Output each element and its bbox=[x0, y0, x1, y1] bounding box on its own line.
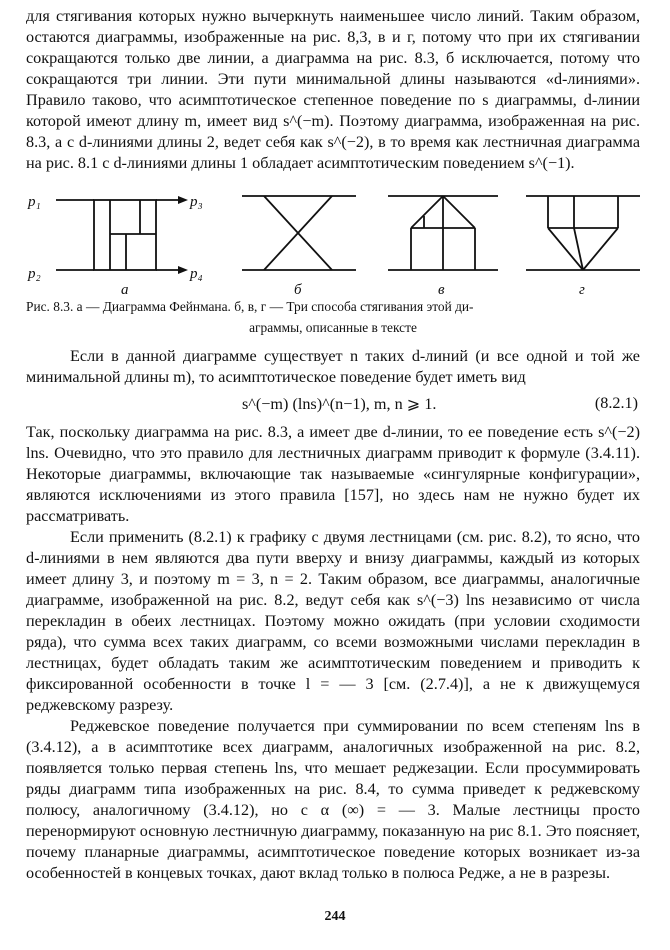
label-p2: p₂ bbox=[28, 266, 41, 282]
figure-caption: Рис. 8.3. а — Диаграмма Фейнмана. б, в, г — Три способа стягивания этой ди- bbox=[26, 299, 474, 314]
box-a bbox=[94, 200, 156, 270]
figure-8-3 bbox=[26, 186, 640, 294]
diagram-v bbox=[388, 196, 498, 270]
roof-left-v bbox=[411, 196, 443, 228]
arrow-p4 bbox=[178, 266, 188, 274]
roof-right-v bbox=[443, 196, 475, 228]
formula-number: (8.2.1) bbox=[594, 394, 638, 412]
paragraph-2: Так, поскольку диаграмма на рис. 8.3, а имеет две d-линии, то ее поведение есть s^(−2) lns. Очевидно, что это правило для лестничных диаграмм приводит к формуле (3.4.11). Некоторые диаграммы, включающие так называемые «сингулярные конфигурации», являются исключениями из этого правила [157], но здесь нам не нужно будет их рассматривать. bbox=[26, 423, 640, 525]
diagram-a bbox=[56, 196, 188, 274]
label-v: в bbox=[438, 282, 445, 294]
label-b: б bbox=[294, 282, 302, 294]
page-body bbox=[26, 6, 640, 884]
formula-expression: s^(−m) (lns)^(n−1), m, n ⩾ 1. bbox=[242, 395, 437, 413]
figure-caption-2: аграммы, описанные в тексте bbox=[249, 320, 417, 335]
diagram-b bbox=[242, 196, 356, 270]
label-g: г bbox=[579, 282, 585, 294]
label-p1: p₁ bbox=[28, 194, 41, 210]
formula-8-2-1 bbox=[26, 394, 640, 418]
label-a: а bbox=[121, 282, 129, 294]
page-number: 244 bbox=[324, 909, 346, 924]
funnel-right-g bbox=[583, 228, 618, 270]
paragraph-4: Реджевское поведение получается при суммировании по всем степеням lns в (3.4.12), а в асимптотике всех диаграмм, аналогичных изображенной на рис. 8.2, появляется только первая степень lns, что мешает реджезации. Если просуммировать ряды диаграмм типа изображенных на рис. 8.4, то сумма приведет к реджевскому полюсу, аналогичному (3.4.12), но с α (∞) = — 3. Малые лестницы просто перенормируют основную лестничную диаграмму, показанную на рис 8.1. Это поясняет, почему планарные диаграммы, асимптотическое поведение которых возникает из-за особенностей в концевых точках, дают вклад только в полюса Редже, а не в разрезы. bbox=[26, 717, 640, 882]
arrow-p3 bbox=[178, 196, 188, 204]
label-p3: p₃ bbox=[190, 194, 203, 210]
paragraph-top: для стягивания которых нужно вычеркнуть наименьшее число линий. Таким образом, остаются диаграммы, изображенные на рис. 8,3, в и г, потому что при их стягивании сокращаются только две линии, а диаграмма на рис. 8.3, б исключается, потому что сокращаются три линии. Эти пути минимальной длины называются «d-линиями». Правило таково, что асимптотическое степенное поведение по s диаграммы, d-линии которой имеют длину m, имеет вид s^(−m). Поэтому диаграмма, изображенная на рис. 8.3, а с d-линиями длины 2, ведет себя как s^(−2), в то время как лестничная диаграмма на рис. 8.1 с d-линиями длины 1 обладает асимптотическим поведением s^(−1). bbox=[26, 7, 640, 172]
diagram-g bbox=[526, 196, 640, 270]
label-p4: p₄ bbox=[190, 266, 203, 282]
paragraph-1: Если в данной диаграмме существует n таких d-линий (и все одной и той же минимальной длины m), то асимптотическое поведение будет иметь вид bbox=[26, 347, 640, 386]
feynman-diagrams bbox=[26, 186, 640, 294]
paragraph-3: Если применить (8.2.1) к графику с двумя лестницами (см. рис. 8.2), то ясно, что d-линиями в нем являются два пути вверху и внизу диаграммы, каждый из которых имеет длину 3, и поэтому m = 3, n = 2. Таким образом, все диаграммы, аналогичные диаграмме, изображенной на рис. 8.2, ведут себя как s^(−3) lns независимо от числа перекладин в обеих лестницах. Поэтому можно ожидать (при условии сходимости ряда), что сумма всех таких диаграмм, со всеми возможными числами перекладин в лестницах, будет обладать таким же асимптотическим поведением и приводить к фиксированной особенности в точке l = — 3 [см. (2.7.4)], а не к движущемуся реджевскому разрезу. bbox=[26, 528, 640, 714]
